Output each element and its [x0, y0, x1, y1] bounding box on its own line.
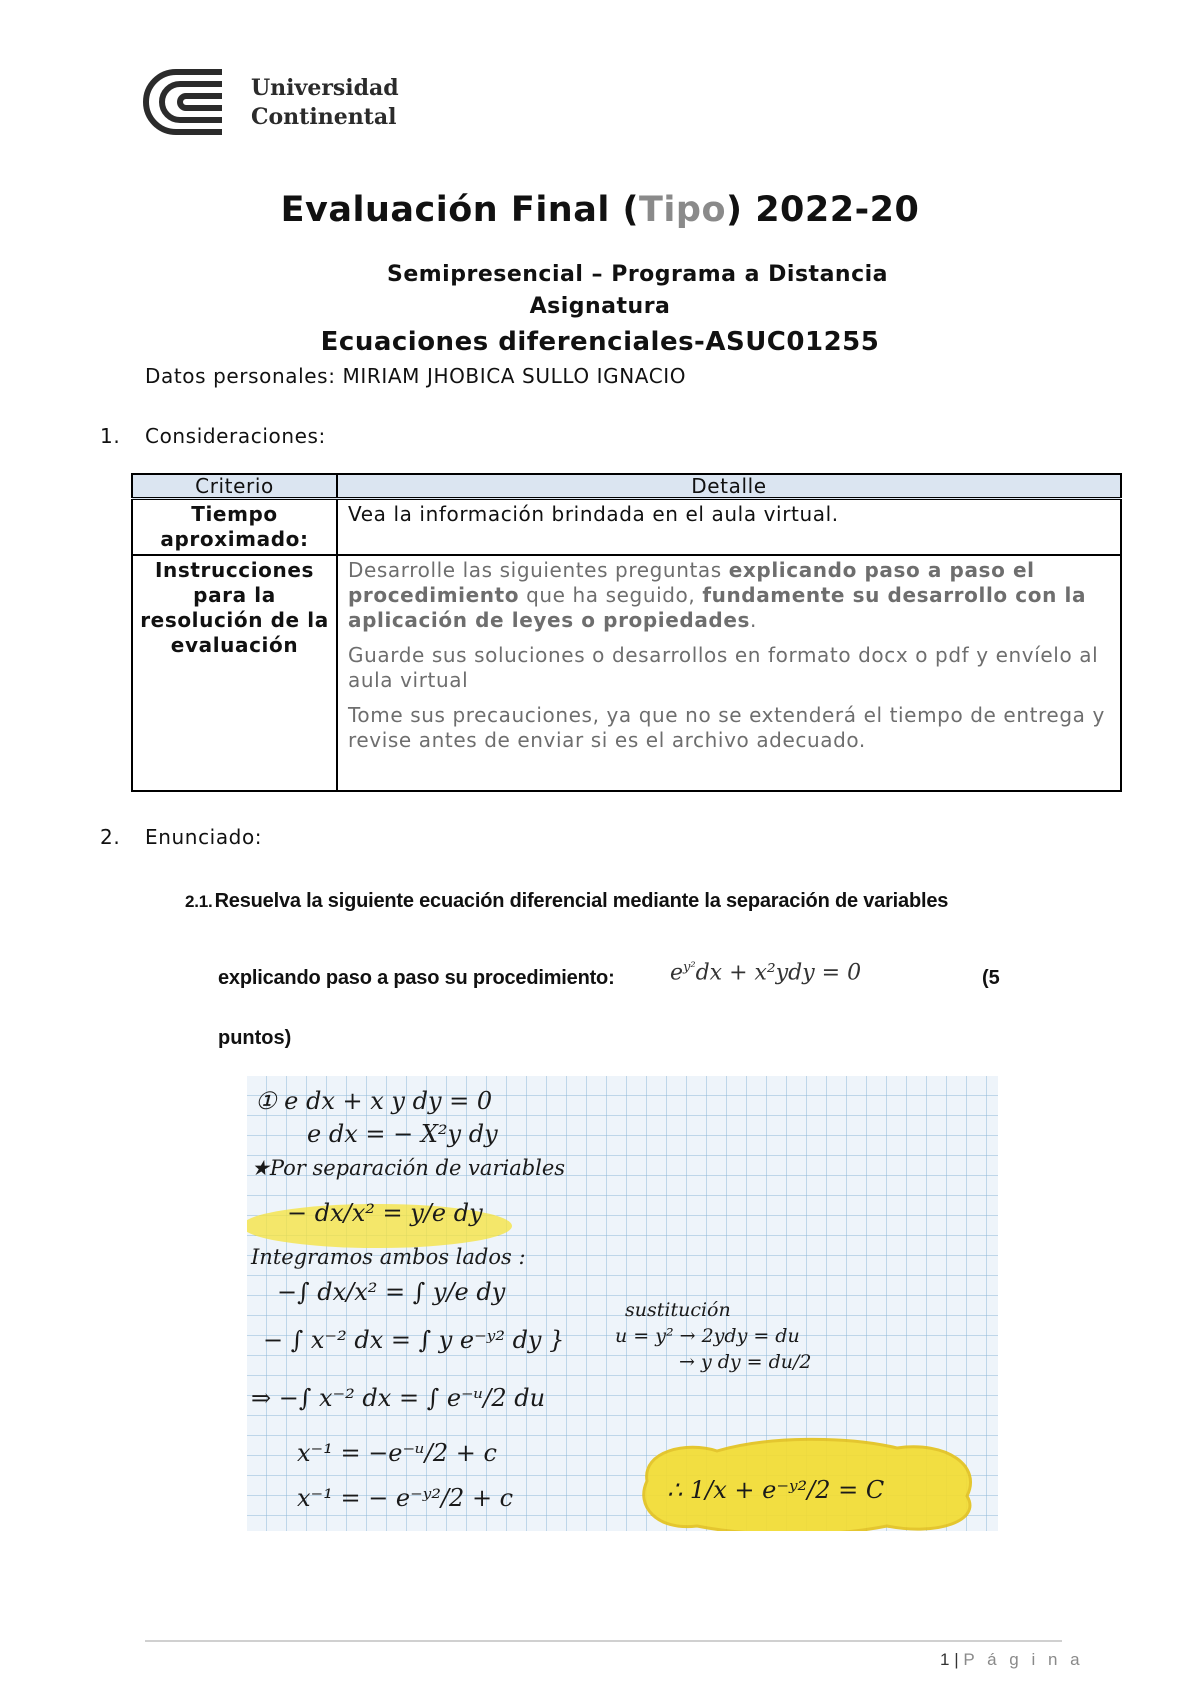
hw-line-10: x⁻¹ = −e⁻ᵘ/2 + c	[297, 1439, 497, 1467]
personal-data: Datos personales: MIRIAM JHOBICA SULLO IGNACIO	[145, 364, 687, 388]
section-2-number: 2.	[100, 825, 121, 849]
page-number: 1	[940, 1650, 950, 1669]
instr-text-c: que ha seguido,	[519, 583, 703, 607]
row2-detail	[337, 555, 1121, 791]
instr-bold-b: explicando paso a paso el procedimiento	[348, 558, 1035, 607]
page-label: P á g i n a	[963, 1650, 1084, 1669]
points-label-b: puntos)	[218, 1027, 292, 1049]
instruction-paragraph-3: Tome sus precauciones, ya que no se extenderá el tiempo de entrega y revise antes de enviar si es el archivo adecuado.	[348, 703, 1105, 752]
eq-base: e	[670, 960, 684, 986]
course-name: Ecuaciones diferenciales-ASUC01255	[320, 327, 880, 357]
handwritten-solution-image	[247, 1076, 998, 1531]
equation	[670, 960, 861, 985]
table-row	[132, 555, 1121, 791]
hw-final-answer: ∴ 1/x + e⁻ʸ²/2 = C	[667, 1476, 885, 1504]
instruction-paragraph-1	[348, 558, 1110, 633]
table-row	[132, 499, 1121, 556]
hw-line-2: e dx = − X²y dy	[307, 1120, 498, 1148]
section-2-label: Enunciado:	[145, 825, 263, 849]
section-2-heading	[100, 825, 262, 849]
subject-label: Asignatura	[529, 294, 671, 319]
table-header-row	[132, 474, 1121, 499]
eq-rest: dx + x²ydy = 0	[695, 960, 862, 986]
section-1-number: 1.	[100, 424, 121, 448]
question-line-1: Resuelva la siguiente ecuación diferencial mediante la separación de variables	[214, 890, 949, 912]
title-prefix: Evaluación Final (	[280, 190, 640, 230]
instr-text-e: .	[750, 608, 757, 632]
hw-line-3: ★Por separación de variables	[251, 1156, 566, 1180]
hw-substitution-1: u = y² → 2ydy = du	[615, 1325, 800, 1347]
row2-criterion: Instrucciones para la resolución de la evaluación	[132, 555, 337, 791]
modality: Semipresencial – Programa a Distancia	[386, 262, 889, 287]
instr-bold-d: fundamente su desarrollo con la aplicación de leyes o propiedades	[348, 583, 1087, 632]
page-footer	[940, 1650, 1084, 1670]
row1-detail: Vea la información brindada en el aula virtual.	[337, 499, 1121, 556]
hw-line-1: ① e dx + x y dy = 0	[255, 1087, 493, 1115]
title-suffix: ) 2022-20	[726, 190, 920, 230]
footer-separator: |	[949, 1650, 964, 1669]
hw-line-11: x⁻¹ = − e⁻ʸ²/2 + c	[297, 1484, 514, 1512]
page-title	[0, 190, 1200, 230]
title-tipo: Tipo	[639, 190, 727, 230]
eq-exponent: y²	[683, 960, 696, 975]
considerations-table	[131, 473, 1122, 792]
hw-line-6: −∫ dx/x² = ∫ y/e dy	[277, 1278, 506, 1306]
section-1-heading	[100, 424, 326, 448]
hw-line-4: − dx/x² = y/e dy	[287, 1199, 483, 1227]
logo-line-1: Universidad	[251, 75, 399, 101]
logo-line-2: Continental	[251, 104, 397, 130]
hw-line-7: − ∫ x⁻² dx = ∫ y e⁻ʸ² dy }	[263, 1326, 565, 1354]
instr-text-a: Desarrolle las siguientes preguntas	[348, 558, 729, 582]
row1-criterion: Tiempo aproximado:	[132, 499, 337, 556]
logo-text	[251, 74, 399, 132]
question-number: 2.1.	[185, 892, 213, 911]
hw-line-5: Integramos ambos lados :	[251, 1245, 526, 1269]
footer-divider	[145, 1640, 1062, 1642]
question-2-1	[185, 890, 948, 913]
question-line-2: explicando paso a paso su procedimiento:	[218, 967, 615, 989]
header-detalle: Detalle	[337, 474, 1121, 499]
section-1-label: Consideraciones:	[145, 424, 326, 448]
hw-substitution-label: sustitución	[625, 1299, 731, 1321]
instruction-paragraph-2: Guarde sus soluciones o desarrollos en formato docx o pdf y envíelo al aula virtual	[348, 643, 1099, 692]
points-label-a: (5	[982, 967, 1000, 989]
header-criterio: Criterio	[132, 474, 337, 499]
hw-line-9: ⇒ −∫ x⁻² dx = ∫ e⁻ᵘ/2 du	[251, 1384, 546, 1412]
hw-substitution-2: → y dy = du/2	[679, 1351, 812, 1373]
